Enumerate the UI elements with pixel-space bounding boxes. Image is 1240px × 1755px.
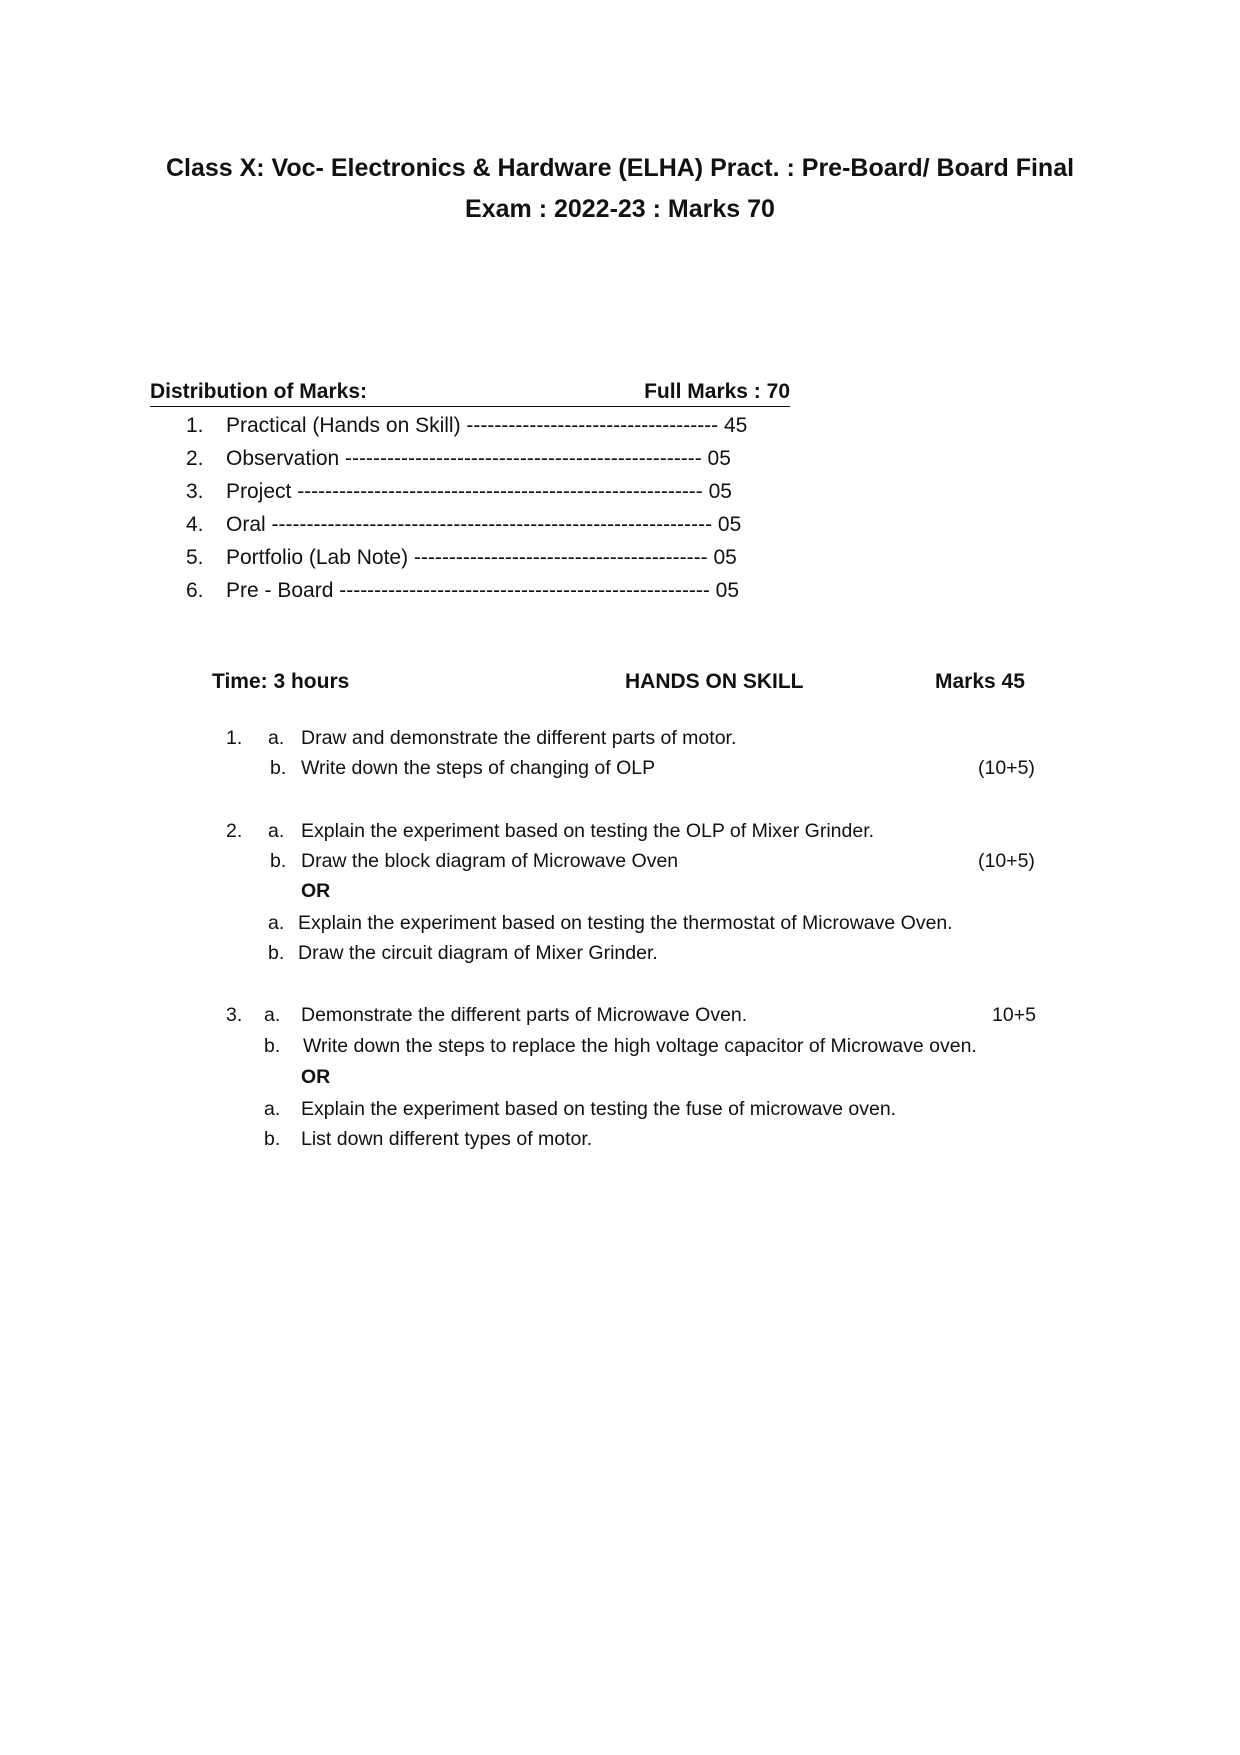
item-number: 6. <box>186 579 204 602</box>
question-1a-text: Draw and demonstrate the different parts of motor. <box>301 727 737 749</box>
page-title-line-1: Class X: Voc- Electronics & Hardware (ELHA) Pract. : Pre-Board/ Board Final <box>165 154 1075 182</box>
question-2-marks: (10+5) <box>978 850 1035 872</box>
question-3-number: 3. <box>226 1004 243 1026</box>
item-text: Pre - Board ----------------------------------------------------- 05 <box>226 579 740 602</box>
item-number: 4. <box>186 513 204 536</box>
question-3a-text: Demonstrate the different parts of Microwave Oven. <box>301 1004 748 1026</box>
distribution-item <box>186 546 737 576</box>
question-2-alt-a-text: Explain the experiment based on testing the thermostat of Microwave Oven. <box>298 912 953 934</box>
exam-time: Time: 3 hours <box>212 670 350 693</box>
distribution-item <box>186 480 732 510</box>
distribution-item <box>186 513 741 543</box>
question-1b-label: b. <box>270 757 287 779</box>
item-number: 5. <box>186 546 204 569</box>
item-text: Oral --------------------------------------------------------------- 05 <box>226 513 742 536</box>
question-1a-label: a. <box>268 727 285 749</box>
question-3-or: OR <box>301 1066 331 1088</box>
question-3-alt-a-label: a. <box>264 1098 281 1120</box>
item-number: 1. <box>186 414 204 437</box>
question-1-number: 1. <box>226 727 243 749</box>
question-3b-text: Write down the steps to replace the high voltage capacitor of Microwave oven. <box>303 1035 977 1057</box>
question-3-alt-b-label: b. <box>264 1128 281 1150</box>
question-1-marks: (10+5) <box>978 757 1035 779</box>
distribution-header <box>150 380 790 407</box>
question-2b-label: b. <box>270 850 287 872</box>
question-2-alt-a-label: a. <box>268 912 285 934</box>
question-2a-text: Explain the experiment based on testing the OLP of Mixer Grinder. <box>301 820 875 842</box>
section-title: HANDS ON SKILL <box>625 670 804 693</box>
distribution-item <box>186 579 739 609</box>
item-number: 3. <box>186 480 204 503</box>
question-3-alt-b-text: List down different types of motor. <box>301 1128 593 1150</box>
distribution-heading: Distribution of Marks: <box>150 380 368 403</box>
item-number: 2. <box>186 447 204 470</box>
section-marks: Marks 45 <box>935 670 1025 693</box>
question-3-alt-a-text: Explain the experiment based on testing the fuse of microwave oven. <box>301 1098 897 1120</box>
question-3a-label: a. <box>264 1004 281 1026</box>
question-2b-text: Draw the block diagram of Microwave Oven <box>301 850 679 872</box>
distribution-item <box>186 414 747 444</box>
item-text: Project ---------------------------------------------------------- 05 <box>226 480 732 503</box>
item-text: Practical (Hands on Skill) ------------------------------------ 45 <box>226 414 748 437</box>
question-3-marks: 10+5 <box>992 1004 1036 1026</box>
question-2-alt-b-text: Draw the circuit diagram of Mixer Grinder. <box>298 942 658 964</box>
item-text: Portfolio (Lab Note) ------------------------------------------ 05 <box>226 546 737 569</box>
distribution-item <box>186 447 731 477</box>
question-2-alt-b-label: b. <box>268 942 285 964</box>
question-2-or: OR <box>301 880 331 902</box>
question-2-number: 2. <box>226 820 243 842</box>
question-3b-label: b. <box>264 1035 281 1057</box>
full-marks: Full Marks : 70 <box>644 380 790 403</box>
question-1b-text: Write down the steps of changing of OLP <box>301 757 656 779</box>
page-title-line-2: Exam : 2022-23 : Marks 70 <box>465 195 775 223</box>
question-2a-label: a. <box>268 820 285 842</box>
item-text: Observation --------------------------------------------------- 05 <box>226 447 731 470</box>
